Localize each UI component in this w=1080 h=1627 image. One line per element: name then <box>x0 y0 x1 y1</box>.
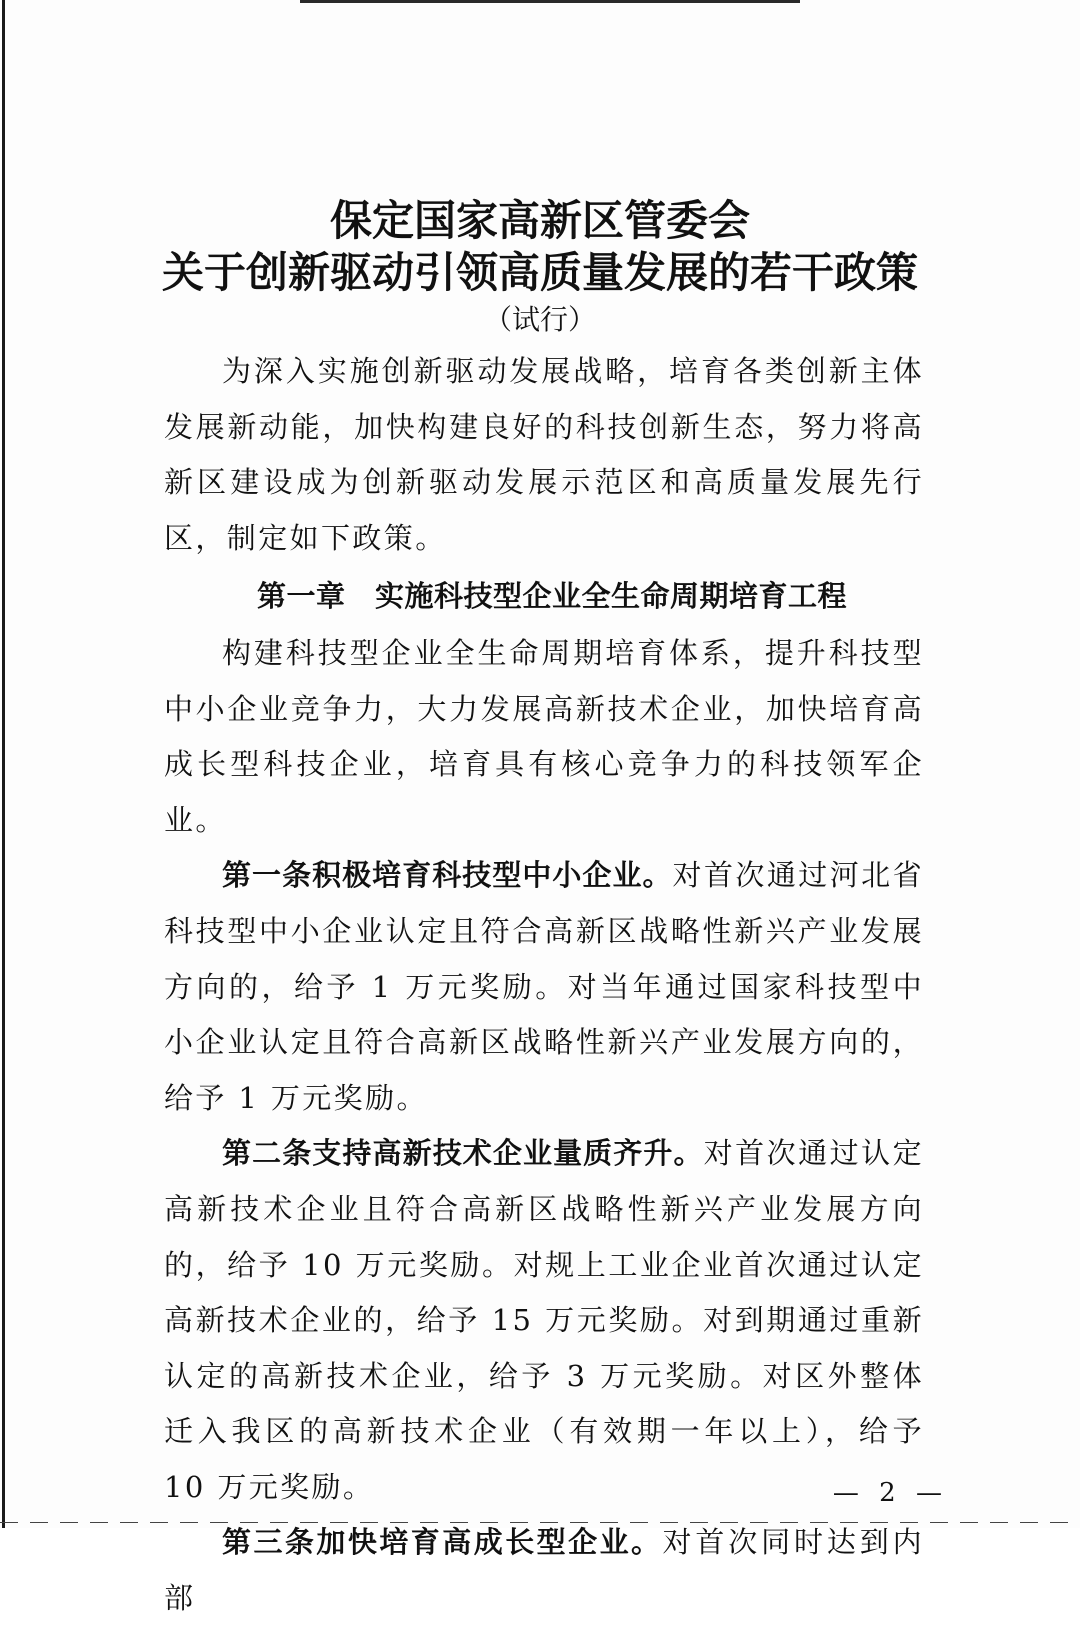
article-title: 支持高新技术企业量质齐升。 <box>312 1136 704 1171</box>
document-title-line2: 关于创新驱动引领高质量发展的若干政策 <box>161 248 918 297</box>
document-title-line1: 保定国家高新区管委会 <box>329 196 750 245</box>
article-number: 第三条 <box>222 1525 317 1560</box>
article-number: 第二条 <box>222 1136 313 1171</box>
page-number: — 2 — <box>832 1478 948 1508</box>
chapter-intro-paragraph: 构建科技型企业全生命周期培育体系，提升科技型中小企业竞争力，大力发展高新技术企业，加快培育高成长型科技企业，培育具有核心竞争力的科技领军企业。 <box>164 635 924 837</box>
article-text: 对首次同时达到内部 <box>164 1525 924 1616</box>
article-paragraph <box>164 1515 924 1626</box>
article-text: 对首次通过认定高新技术企业且符合高新区战略性新兴产业发展方向的，给予 10 万元奖励。对规上工业企业首次通过认定高新技术企业的，给予 15 万元奖励。对到期通过重新认定的高新技术企业，给予 3 万元奖励。对区外整体迁入我区的高新技术企业（有效期一年以上），给予 10 万元奖励。 <box>164 1136 924 1504</box>
article-title: 积极培育科技型中小企业。 <box>312 858 673 893</box>
chapter-heading: 第一章 实施科技型企业全生命周期培育工程 <box>257 579 848 614</box>
article-text: 对首次通过河北省科技型中小企业认定且符合高新区战略性新兴产业发展方向的，给予 1 万元奖励。对当年通过国家科技型中小企业认定且符合高新区战略性新兴产业发展方向的，给予 1 万元奖励。 <box>164 858 924 1115</box>
document-body <box>164 344 924 1627</box>
article-title: 加快培育高成长型企业。 <box>316 1525 663 1560</box>
article-paragraph <box>164 1126 924 1515</box>
article-number: 第一条 <box>222 858 313 893</box>
scan-top-edge <box>300 0 800 3</box>
article-paragraph <box>164 848 924 1126</box>
document-subtitle: （试行） <box>483 303 596 336</box>
intro-paragraph: 为深入实施创新驱动发展战略，培育各类创新主体发展新动能，加快构建良好的科技创新生态，努力将高新区建设成为创新驱动发展示范区和高质量发展先行区，制定如下政策。 <box>164 354 924 555</box>
